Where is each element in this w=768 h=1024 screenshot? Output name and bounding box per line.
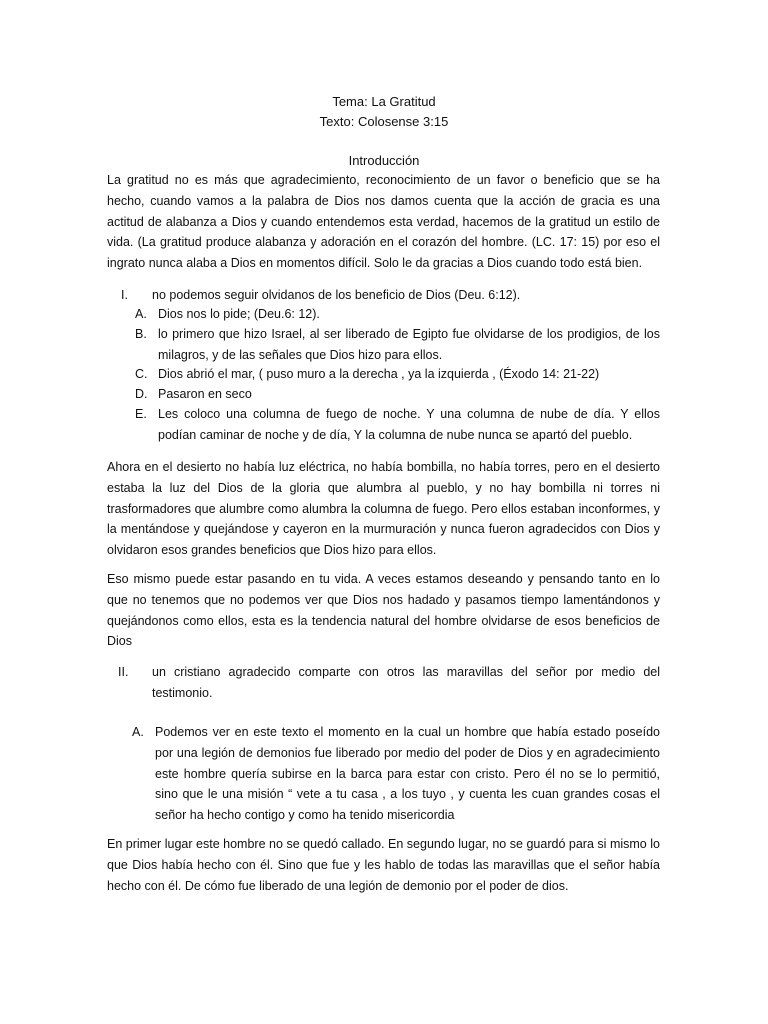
paragraph-desierto: Ahora en el desierto no había luz eléctrica, no había bombilla, no había torres, pero en el desierto estaba la luz del Dios de la gloria que alumbra al pueblo, y no hay bombilla ni torres ni trasformadores que alumbre como alumbra la columna de fuego. Pero ellos estaban inconformes, y la mentándose y quejándose y cayeron en la murmuración y nunca fueron agradecidos con Dios y olvidaron esos grandes beneficios que Dios hizo para ellos. (107, 460, 660, 558)
section1-item-a: Dios nos lo pide; (Deu.6: 12). (158, 307, 320, 321)
section1-item-c-letter: C. (135, 367, 148, 381)
intro-paragraph: La gratitud no es más que agradecimiento, reconocimiento de un favor o beneficio que se ha hecho, cuando vamos a la palabra de Dios nos damos cuenta que la acción de gracia es una actitud de alabanza a Dios y cuando entendemos esta verdad, hacemos de la gratitud un estilo de vida. (La gratitud produce alabanza y adoración en el corazón del hombre. (LC. 17: 15) por eso el ingrato nunca alaba a Dios en momentos difícil. Solo le da gracias a Dios cuando todo está bien. (107, 173, 660, 271)
title-tema: Tema: La Gratitud (332, 94, 436, 109)
section1-item-c: Dios abrió el mar, ( puso muro a la derecha , ya la izquierda , (Éxodo 14: 21-22) (158, 367, 600, 381)
section1-item-d-letter: D. (135, 387, 148, 401)
section1-title: no podemos seguir olvidanos de los beneficio de Dios (Deu. 6:12). (152, 288, 521, 302)
section1-item-b-letter: B. (135, 327, 147, 341)
section2-item-a: Podemos ver en este texto el momento en la cual un hombre que había estado poseído por una legión de demonios fue liberado por medio del poder de Dios y en agradecimiento este hombre quería subirse en la barca para estar con cristo. Pero él no se lo permitió, sino que le una misión “ vete a tu casa , a los tuyo , y cuenta les cuan grandes cosas el señor ha hecho contigo y como ha tenido misericordia (155, 725, 660, 823)
intro-heading: Introducción (348, 153, 420, 168)
section2-title: un cristiano agradecido comparte con otros las maravillas del señor por medio del testimonio. (152, 665, 660, 700)
paragraph-tu-vida: Eso mismo puede estar pasando en tu vida. A veces estamos deseando y pensando tanto en lo que no tenemos que no podemos ver que Dios nos hadado y pasamos tiempo lamentándonos y quejándonos como ellos, esta es la tendencia natural del hombre olvidarse de esos beneficios de Dios (107, 572, 660, 649)
section1-item-b: lo primero que hizo Israel, al ser liberado de Egipto fue olvidarse de los prodigios, de los milagros, y de las señales que Dios hizo para ellos. (158, 327, 660, 362)
section1-item-e-letter: E. (135, 407, 147, 421)
section1-item-d: Pasaron en seco (158, 387, 252, 401)
section1-item-a-letter: A. (135, 307, 147, 321)
section2-item-a-letter: A. (132, 725, 144, 739)
section1-numeral: I. (121, 288, 128, 302)
title-texto: Texto: Colosense 3:15 (319, 114, 449, 129)
section1-item-e: Les coloco una columna de fuego de noche. Y una columna de nube de día. Y ellos podían caminar de noche y de día, Y la columna de nube nunca se apartó del pueblo. (158, 407, 660, 442)
section2-numeral: II. (118, 665, 129, 679)
paragraph-primer-lugar: En primer lugar este hombre no se quedó callado. En segundo lugar, no se guardó para si mismo lo que Dios había hecho con él. Sino que fue y les hablo de todas las maravillas que el señor había hecho con él. De cómo fue liberado de una legión de demonio por el poder de dios. (107, 837, 660, 893)
